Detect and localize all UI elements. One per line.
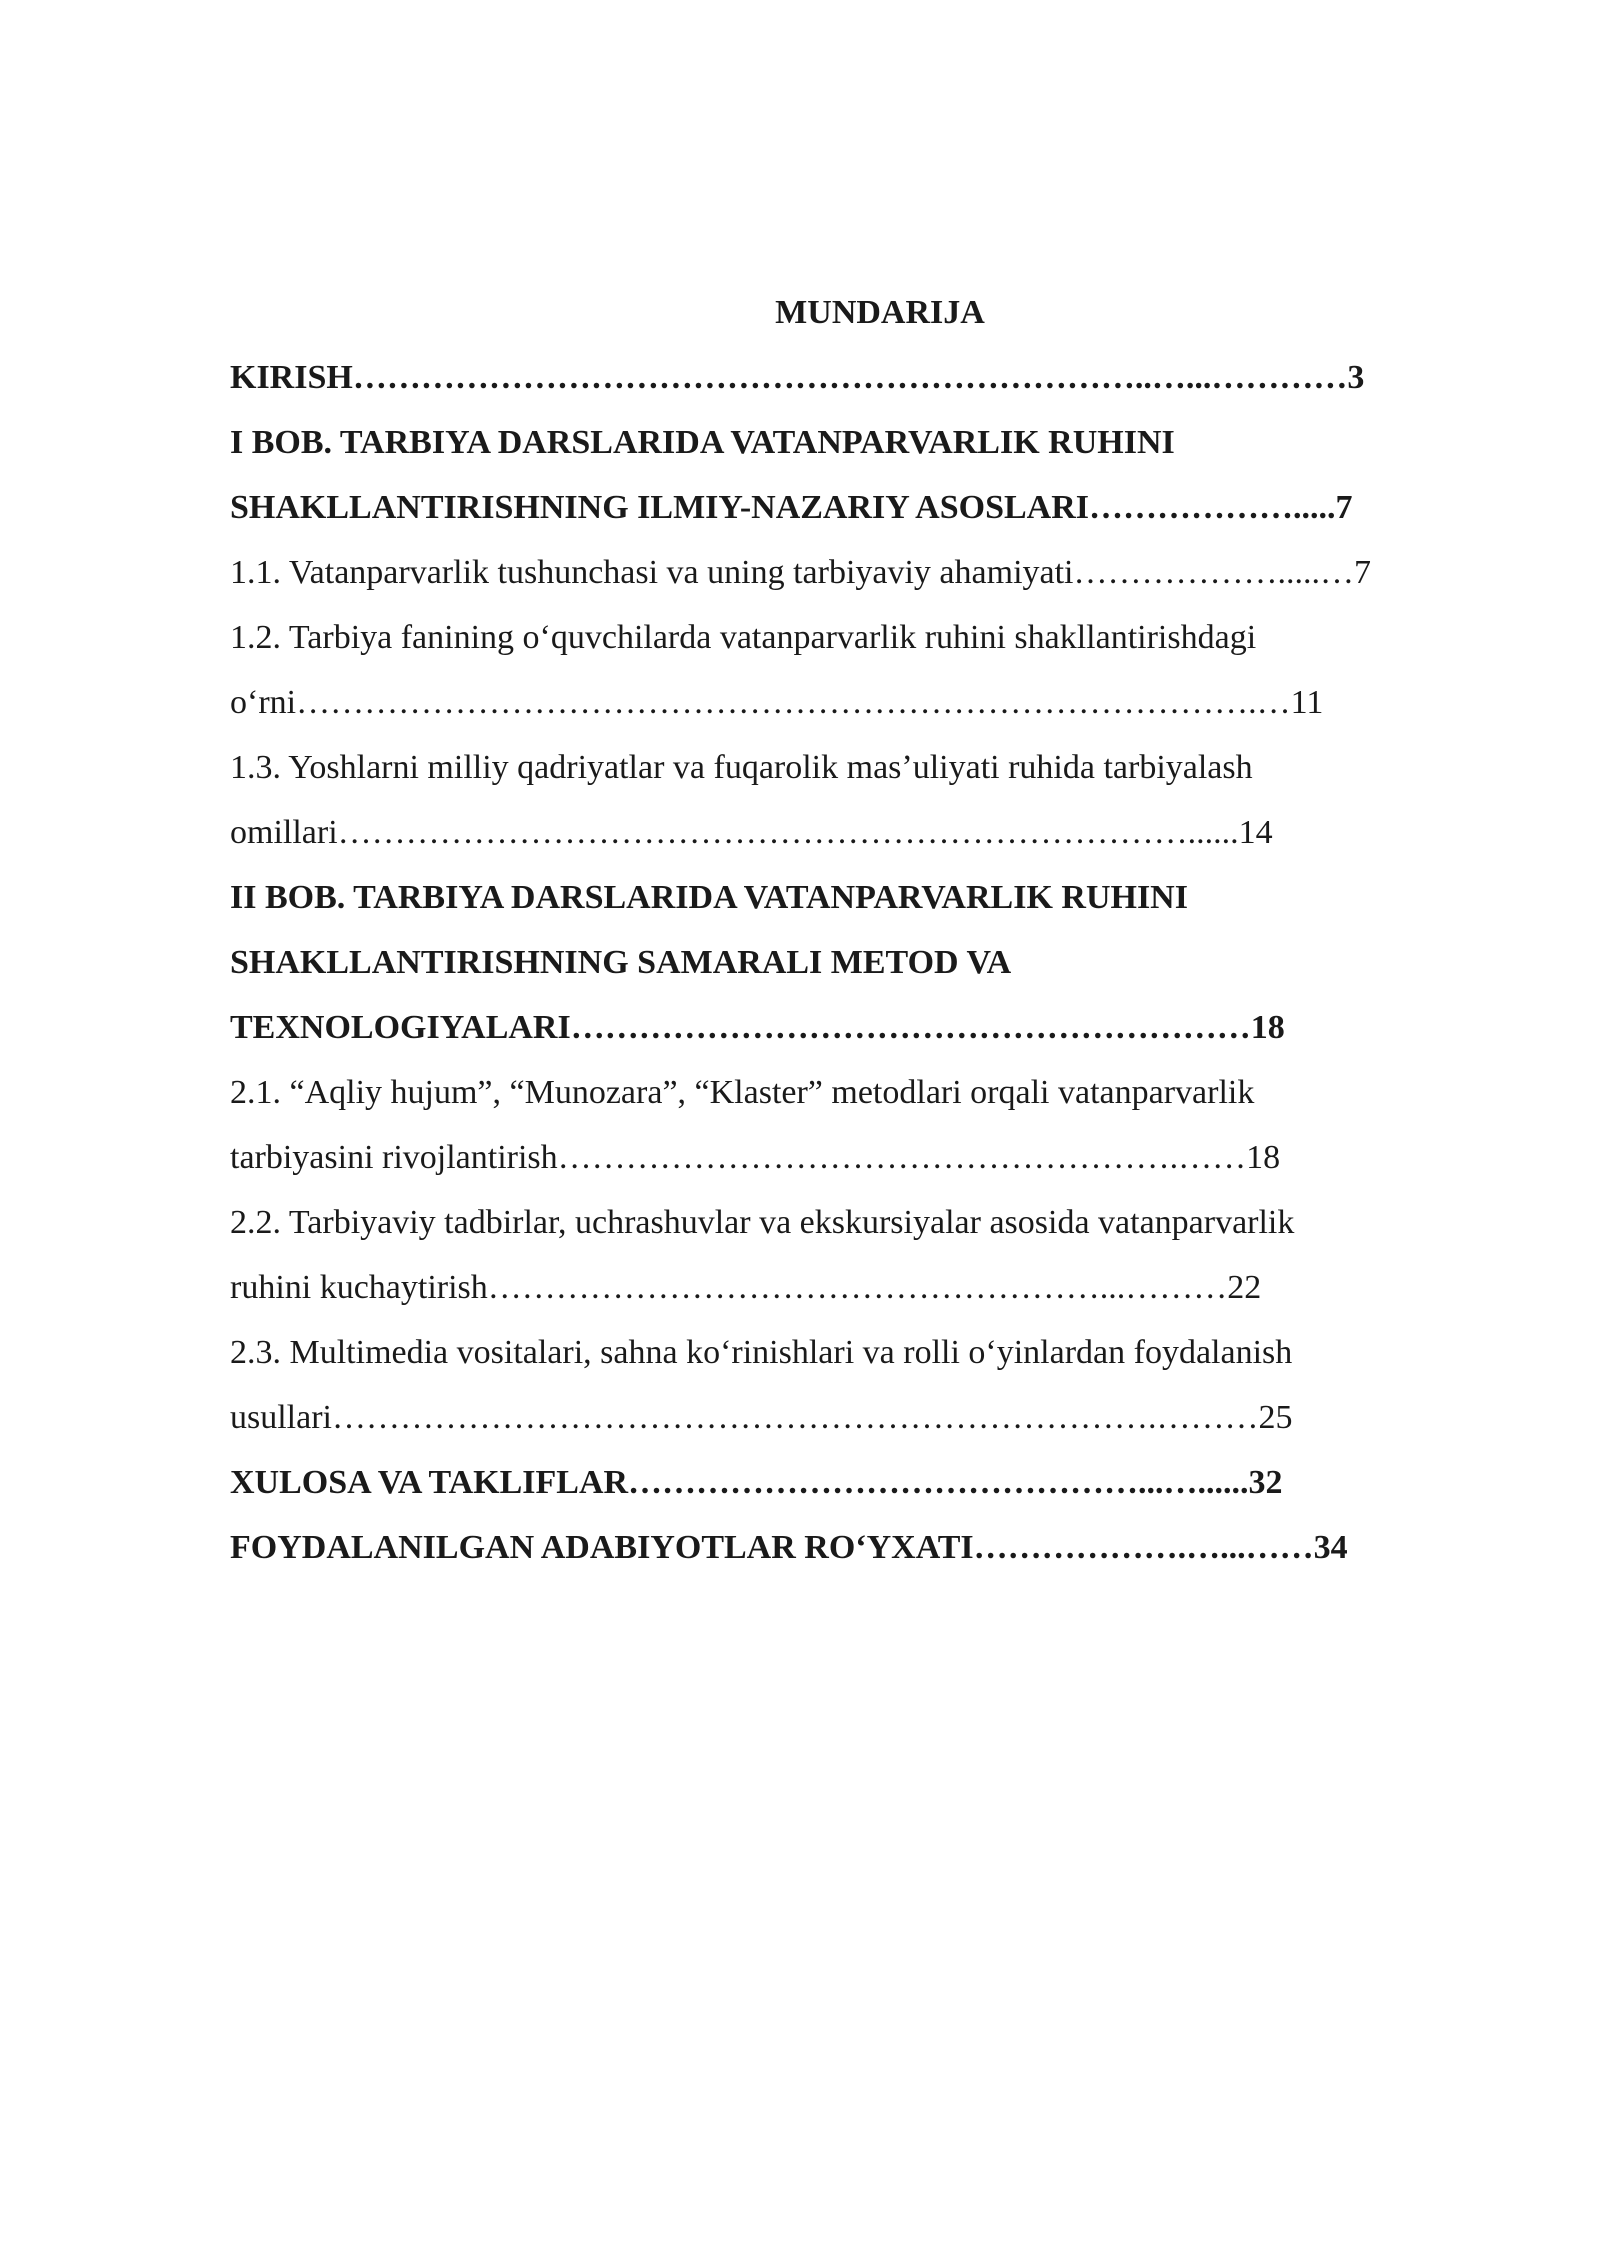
toc-title: MUNDARIJA bbox=[775, 294, 985, 331]
toc-line-chapter-1-title: I BOB. TARBIYA DARSLARIDA VATANPARVARLIK RUHINI bbox=[230, 424, 1175, 461]
toc-line-section-2-1-cont: tarbiyasini rivojlantirish……………………………………………….……18 bbox=[230, 1139, 1281, 1176]
table-of-contents bbox=[230, 280, 1490, 1580]
toc-line-references: FOYDALANILGAN ADABIYOTLAR ROʻYXATI……………….…...……34 bbox=[230, 1529, 1348, 1566]
toc-line-chapter-2-title-cont: SHAKLLANTIRISHNING SAMARALI METOD VA bbox=[230, 944, 1012, 981]
toc-line-section-2-3: 2.3. Multimedia vositalari, sahna koʻrinishlari va rolli oʻyinlardan foydalanish bbox=[230, 1334, 1293, 1371]
toc-line-chapter-2-title-end: TEXNOLOGIYALARI……………………………………………………18 bbox=[230, 1009, 1285, 1046]
toc-line-chapter-1-title-cont: SHAKLLANTIRISHNING ILMIY-NAZARIY ASOSLARI……………….....7 bbox=[230, 489, 1353, 526]
toc-line-conclusion: XULOSA VA TAKLIFLAR………………………………………...…......32 bbox=[230, 1464, 1283, 1501]
toc-line-section-2-1: 2.1. “Aqliy hujum”, “Munozara”, “Klaster” metodlari orqali vatanparvarlik bbox=[230, 1074, 1255, 1111]
toc-line-section-1-2: 1.2. Tarbiya fanining oʻquvchilarda vatanparvarlik ruhini shakllantirishdagi bbox=[230, 619, 1257, 656]
toc-line-intro: KIRISH……………………………………………………………..…...…………3 bbox=[230, 359, 1365, 396]
toc-line-section-2-2-cont: ruhini kuchaytirish………………………………………………...………22 bbox=[230, 1269, 1262, 1306]
toc-line-section-2-3-cont: usullari……………………………………………………………….………25 bbox=[230, 1399, 1293, 1436]
toc-line-chapter-2-title: II BOB. TARBIYA DARSLARIDA VATANPARVARLIK RUHINI bbox=[230, 879, 1188, 916]
toc-line-section-1-3: 1.3. Yoshlarni milliy qadriyatlar va fuqarolik masʼuliyati ruhida tarbiyalash bbox=[230, 749, 1253, 786]
toc-line-section-2-2: 2.2. Tarbiyaviy tadbirlar, uchrashuvlar va ekskursiyalar asosida vatanparvarlik bbox=[230, 1204, 1295, 1241]
toc-line-section-1-3-cont: omillari…………………………………………………………………......14 bbox=[230, 814, 1273, 851]
toc-line-section-1-1: 1.1. Vatanparvarlik tushunchasi va uning tarbiyaviy ahamiyati……………….....…7 bbox=[230, 554, 1371, 591]
toc-line-section-1-2-cont: oʻrni………………………………………………………………………….…11 bbox=[230, 684, 1324, 721]
